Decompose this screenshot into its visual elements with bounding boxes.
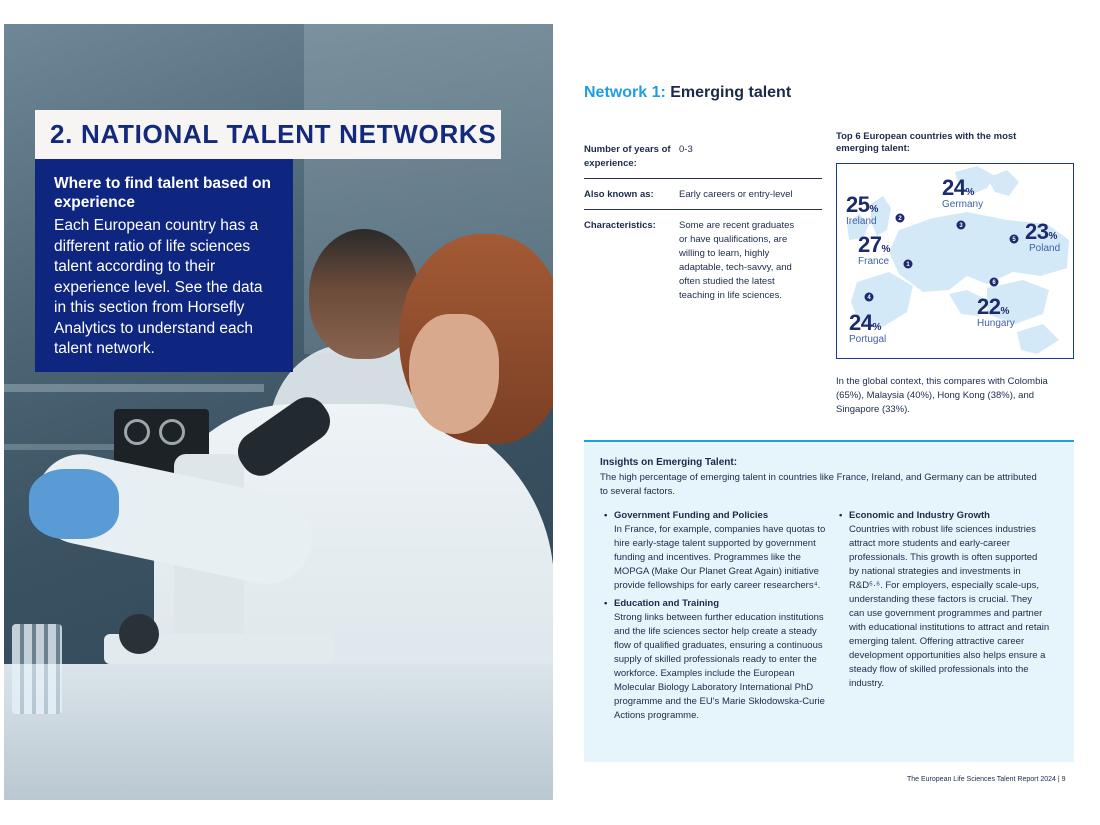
map-label-portugal	[849, 310, 886, 345]
map-value: 24	[849, 310, 873, 335]
percent-sign: %	[1000, 306, 1009, 317]
insight-item	[600, 509, 835, 593]
map-value: 27	[858, 232, 882, 257]
map-label-poland	[1025, 219, 1060, 254]
left-page	[4, 24, 553, 800]
percent-sign: %	[872, 322, 881, 333]
info-key: Number of years of experience:	[584, 144, 671, 169]
insights-columns	[600, 509, 1059, 727]
insight-title: • Education and Training	[614, 598, 720, 609]
map-value: 22	[977, 294, 1001, 319]
photo-test-tubes	[12, 624, 62, 714]
intro-heading: Where to find talent based on experience	[54, 175, 272, 211]
global-context-note: In the global context, this compares with Colombia (65%), Malaysia (40%), Hong Kong (38%), and Singapore (33%).	[836, 376, 1048, 415]
insight-body: Strong links between further education institutions and the life sciences sector help create a steady flow of qualified graduates, ensuring a continuous supply of skilled professionals ready to enter the workforce. Examples include the European Molecular Biology Laboratory International PhD programme and the EU's Marie Skłodowska-Curie Actions programme.	[614, 612, 825, 721]
info-value: Early careers or entry-level	[679, 189, 793, 200]
intro-body: Each European country has a different ratio of life sciences talent according to their experience level. See the data in this section from Horsefly Analytics to understand each talent network.	[54, 217, 263, 357]
photo-shelf	[4, 384, 264, 392]
map-label-france	[858, 232, 890, 267]
map-label-ireland	[846, 192, 878, 227]
info-value: Some are recent graduates or have qualifications, are willing to learn, highly adaptable, tech-savvy, and often studied the latest teaching in life sciences.	[679, 220, 795, 301]
map-label-hungary	[977, 294, 1015, 329]
map-country-name: France	[858, 256, 890, 267]
percent-sign: %	[869, 204, 878, 215]
insights-column	[600, 509, 835, 727]
info-key: Characteristics:	[584, 220, 656, 231]
photo-microscope-knob	[119, 614, 159, 654]
network-name: Emerging talent	[670, 84, 792, 101]
info-row	[584, 210, 822, 310]
insight-body: In France, for example, companies have quotas to hire early-stage talent supported by government funding and incentives. Programmes like the MOPGA (Make Our Planet Great Again) initiative provide fellowships for early career researchers⁴.	[614, 524, 826, 591]
info-row	[584, 179, 822, 210]
network-prefix: Network 1:	[584, 84, 666, 101]
section-title: 2. NATIONAL TALENT NETWORKS	[50, 119, 497, 149]
photo-monitor-dial	[124, 419, 150, 445]
map-country-name: Poland	[1029, 243, 1061, 254]
network-title	[584, 84, 791, 102]
insight-title: • Economic and Industry Growth	[849, 510, 990, 521]
percent-sign: %	[881, 244, 890, 255]
map-value: 24	[942, 175, 966, 200]
insight-title: • Government Funding and Policies	[614, 510, 769, 521]
europe-map	[836, 163, 1074, 359]
percent-sign: %	[965, 187, 974, 198]
section-title-box	[35, 110, 501, 159]
info-row	[584, 140, 822, 179]
insights-intro: The high percentage of emerging talent in countries like France, Ireland, and Germany can be attributed to several factors.	[600, 472, 1037, 497]
insights-box	[584, 440, 1074, 762]
photo-glove	[29, 469, 119, 539]
photo-bench	[4, 664, 553, 800]
map-country-name: Ireland	[846, 216, 877, 227]
insights-heading: Insights on Emerging Talent:	[600, 457, 738, 468]
intro-box	[35, 159, 293, 372]
map-caption: Top 6 European countries with the most emerging talent:	[836, 131, 1017, 154]
map-marker-number: 4	[867, 295, 871, 301]
photo-scientist-face	[409, 314, 499, 434]
map-marker-number: 2	[898, 216, 902, 222]
info-table	[584, 140, 822, 310]
info-key: Also known as:	[584, 189, 654, 200]
map-value: 25	[846, 192, 870, 217]
map-marker-number: 3	[959, 223, 963, 229]
info-value: 0-3	[679, 144, 693, 155]
percent-sign: %	[1048, 231, 1057, 242]
map-value: 23	[1025, 219, 1049, 244]
map-marker-number: 1	[906, 262, 910, 268]
insight-item	[600, 597, 835, 723]
map-country-name: Germany	[942, 199, 984, 210]
insights-column	[835, 509, 1050, 727]
map-country-name: Portugal	[849, 334, 887, 345]
page-footer: The European Life Sciences Talent Report 2024 | 9	[907, 776, 1066, 783]
map-country-name: Hungary	[977, 318, 1015, 329]
photo-monitor-dial	[159, 419, 185, 445]
map-marker-number: 6	[992, 280, 996, 286]
insight-item	[835, 509, 1050, 691]
insight-body: Countries with robust life sciences industries attract more students and early-career professionals. This growth is often supported by national strategies and investments in R&D⁵·⁶. For employers, especially scale-ups, understanding these factors is crucial. They can use government programmes and partner with educational institutions to attract and retain emerging talent. Offering attractive career development opportunities also helps ensure a steady flow of skilled professionals into the industry.	[849, 524, 1050, 689]
right-page	[553, 24, 1100, 800]
map-label-germany	[942, 175, 983, 210]
map-marker-number: 5	[1012, 237, 1016, 243]
